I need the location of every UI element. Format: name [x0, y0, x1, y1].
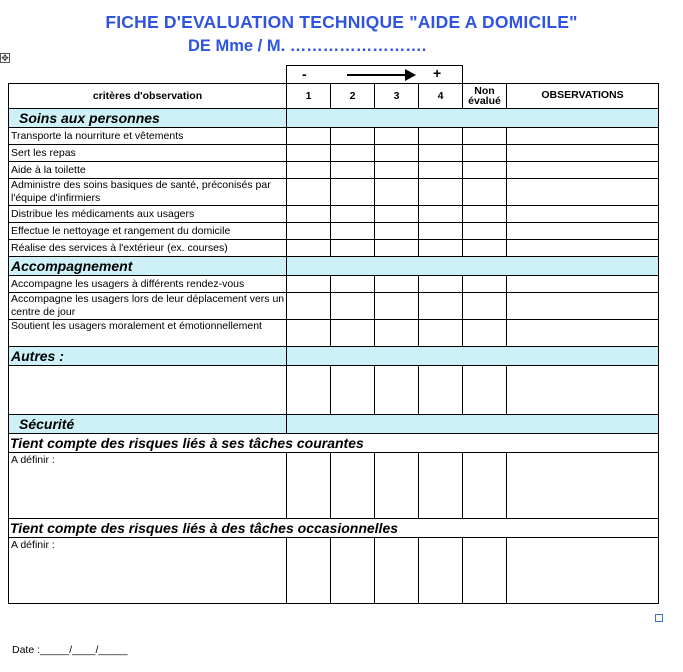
section-securite-title: Sécurité — [9, 415, 287, 434]
form-title: FICHE D'EVALUATION TECHNIQUE "AIDE A DOMICILE" — [105, 12, 578, 32]
date-field[interactable]: Date :_____/____/_____ — [12, 644, 128, 656]
risk-occasional-text[interactable]: A définir : — [9, 538, 287, 604]
autres-blank-cell[interactable] — [9, 366, 287, 415]
criterion-row: Réalise des services à l'extérieur (ex. courses) — [9, 240, 287, 257]
col-3-header: 3 — [375, 84, 419, 109]
col-2-header: 2 — [331, 84, 375, 109]
not-evaluated-header: Non évalué — [463, 84, 507, 109]
criterion-row: Distribue les médicaments aux usagers — [9, 206, 287, 223]
table-move-handle-icon[interactable]: ✥ — [1, 53, 9, 63]
criterion-row: Administre des soins basiques de santé, préconisés par l'équipe d'infirmiers — [9, 179, 287, 206]
scale-minus: - — [302, 66, 307, 82]
criterion-row: Accompagne les usagers lors de leur déplacement vers un centre de jour — [9, 293, 287, 320]
col-1-header: 1 — [287, 84, 331, 109]
criterion-row: Soutient les usagers moralement et émotionnellement — [9, 320, 287, 347]
criterion-row: Transporte la nourriture et vêtements — [9, 128, 287, 145]
col-4-header: 4 — [419, 84, 463, 109]
observations-header: OBSERVATIONS — [507, 84, 659, 109]
criterion-row: Aide à la toilette — [9, 162, 287, 179]
criterion-row: Sert les repas — [9, 145, 287, 162]
scale-indicator — [287, 66, 463, 84]
evaluation-table — [8, 65, 659, 604]
risk-common-text[interactable]: A définir : — [9, 453, 287, 519]
risk-occasional-title: Tient compte des risques liés à des tâches occasionnelles — [9, 519, 659, 538]
section-autres-title: Autres : — [9, 347, 287, 366]
section-soins-title: Soins aux personnes — [9, 109, 287, 128]
criterion-row: Accompagne les usagers à différents rendez-vous — [9, 276, 287, 293]
table-resize-handle[interactable] — [655, 614, 663, 622]
blank-corner — [9, 66, 287, 84]
scale-plus: + — [433, 65, 442, 81]
risk-common-title: Tient compte des risques liés à ses tâches courantes — [9, 434, 659, 453]
criteria-header: critères d'observation — [9, 84, 287, 109]
form-subtitle: DE Mme / M. ……………………. — [188, 37, 427, 55]
section-accompagnement-title: Accompagnement — [9, 257, 287, 276]
criterion-row: Effectue le nettoyage et rangement du domicile — [9, 223, 287, 240]
arrow-right-icon — [347, 74, 407, 76]
arrowhead-icon — [405, 69, 416, 81]
